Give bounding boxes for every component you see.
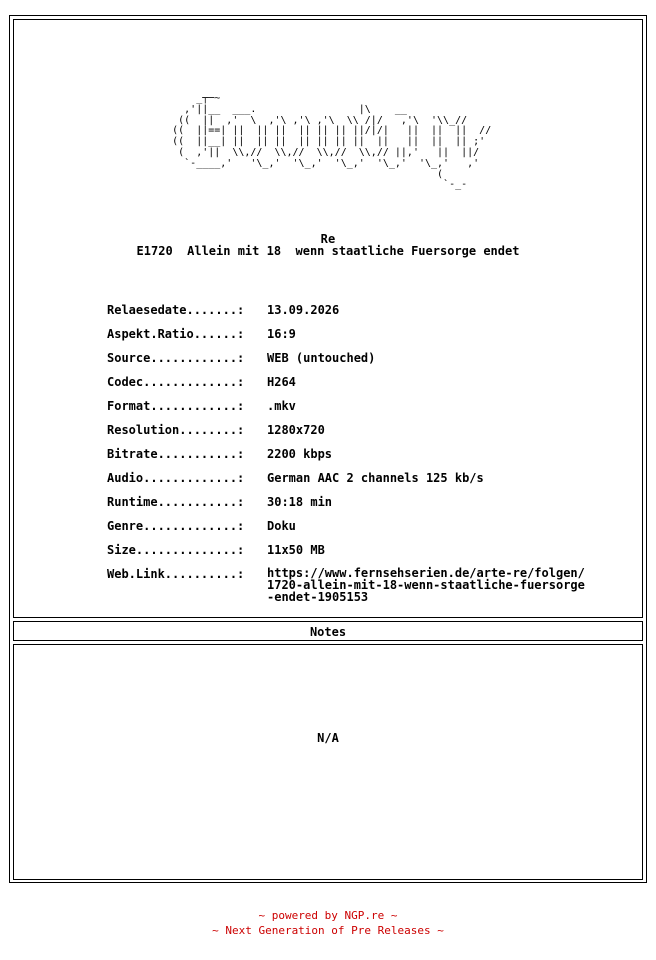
info-value: Doku xyxy=(267,519,296,533)
goodboy-ascii-logo: _┬─~ ,'||__ ___. |\ __ (( || ,' \ ,'\ ,'\ ,'\ \\ /|/ ,'\ '\\_// (( ||==| || || || || || || ||/|/| || || || // (( ||__| || || || || || || || || || || || ;' ( ,'|| \\,// \\,// \\,// \\,// ||,' || ||/ `-____,' '\_,' '\_,' '\_,' '\_,' '\_,' ,' ( `-_- xyxy=(172,93,492,191)
info-row-bitrate xyxy=(107,447,585,461)
footer xyxy=(0,908,656,938)
info-list xyxy=(107,303,585,613)
notes-title: Notes xyxy=(309,625,347,639)
info-value: .mkv xyxy=(267,399,296,413)
info-key: Genre.............: xyxy=(107,519,245,533)
info-value: WEB (untouched) xyxy=(267,351,376,365)
info-key: Format............: xyxy=(107,399,245,413)
info-row-web-link xyxy=(107,567,585,603)
release-group-label: Re xyxy=(320,232,336,246)
info-value: 16:9 xyxy=(267,327,296,341)
info-key: Size..............: xyxy=(107,543,245,557)
info-value: 1280x720 xyxy=(267,423,325,437)
info-value: German AAC 2 channels 125 kb/s xyxy=(267,471,484,485)
info-row-codec xyxy=(107,375,585,389)
notes-panel xyxy=(13,644,643,880)
info-key: Bitrate...........: xyxy=(107,447,245,461)
info-value: H264 xyxy=(267,375,296,389)
info-key: Source............: xyxy=(107,351,245,365)
info-row-aspect-ratio xyxy=(107,327,585,341)
info-value: 13.09.2026 xyxy=(267,303,340,317)
notes-body: N/A xyxy=(317,731,339,745)
info-row-resolution xyxy=(107,423,585,437)
info-key: Codec.............: xyxy=(107,375,245,389)
info-row-genre xyxy=(107,519,585,533)
info-key: Audio.............: xyxy=(107,471,245,485)
footer-tagline: ~ Next Generation of Pre Releases ~ xyxy=(212,924,444,937)
footer-powered-by[interactable]: ~ powered by NGP.re ~ xyxy=(258,909,398,922)
info-value: 11x50 MB xyxy=(267,543,325,557)
info-key: Web.Link..........: xyxy=(107,567,245,581)
web-link[interactable]: https://www.fernsehserien.de/arte-re/folgen/ 1720-allein-mit-18-wenn-staatliche-fuersorge -endet-1905153 xyxy=(267,566,585,604)
info-key: Resolution........: xyxy=(107,423,245,437)
nfo-frame xyxy=(9,15,647,883)
info-row-runtime xyxy=(107,495,585,509)
info-value: 30:18 min xyxy=(267,495,333,509)
info-row-size xyxy=(107,543,585,557)
info-key: Aspekt.Ratio......: xyxy=(107,327,245,341)
info-key: Relaesedate.......: xyxy=(107,303,245,317)
release-info-panel xyxy=(13,19,643,618)
info-value: 2200 kbps xyxy=(267,447,333,461)
info-row-audio xyxy=(107,471,585,485)
info-row-source xyxy=(107,351,585,365)
info-key: Runtime...........: xyxy=(107,495,245,509)
notes-header xyxy=(13,621,643,641)
info-row-format xyxy=(107,399,585,413)
info-row-releasedate xyxy=(107,303,585,317)
release-title: E1720 Allein mit 18 wenn staatliche Fuersorge endet xyxy=(136,244,520,258)
